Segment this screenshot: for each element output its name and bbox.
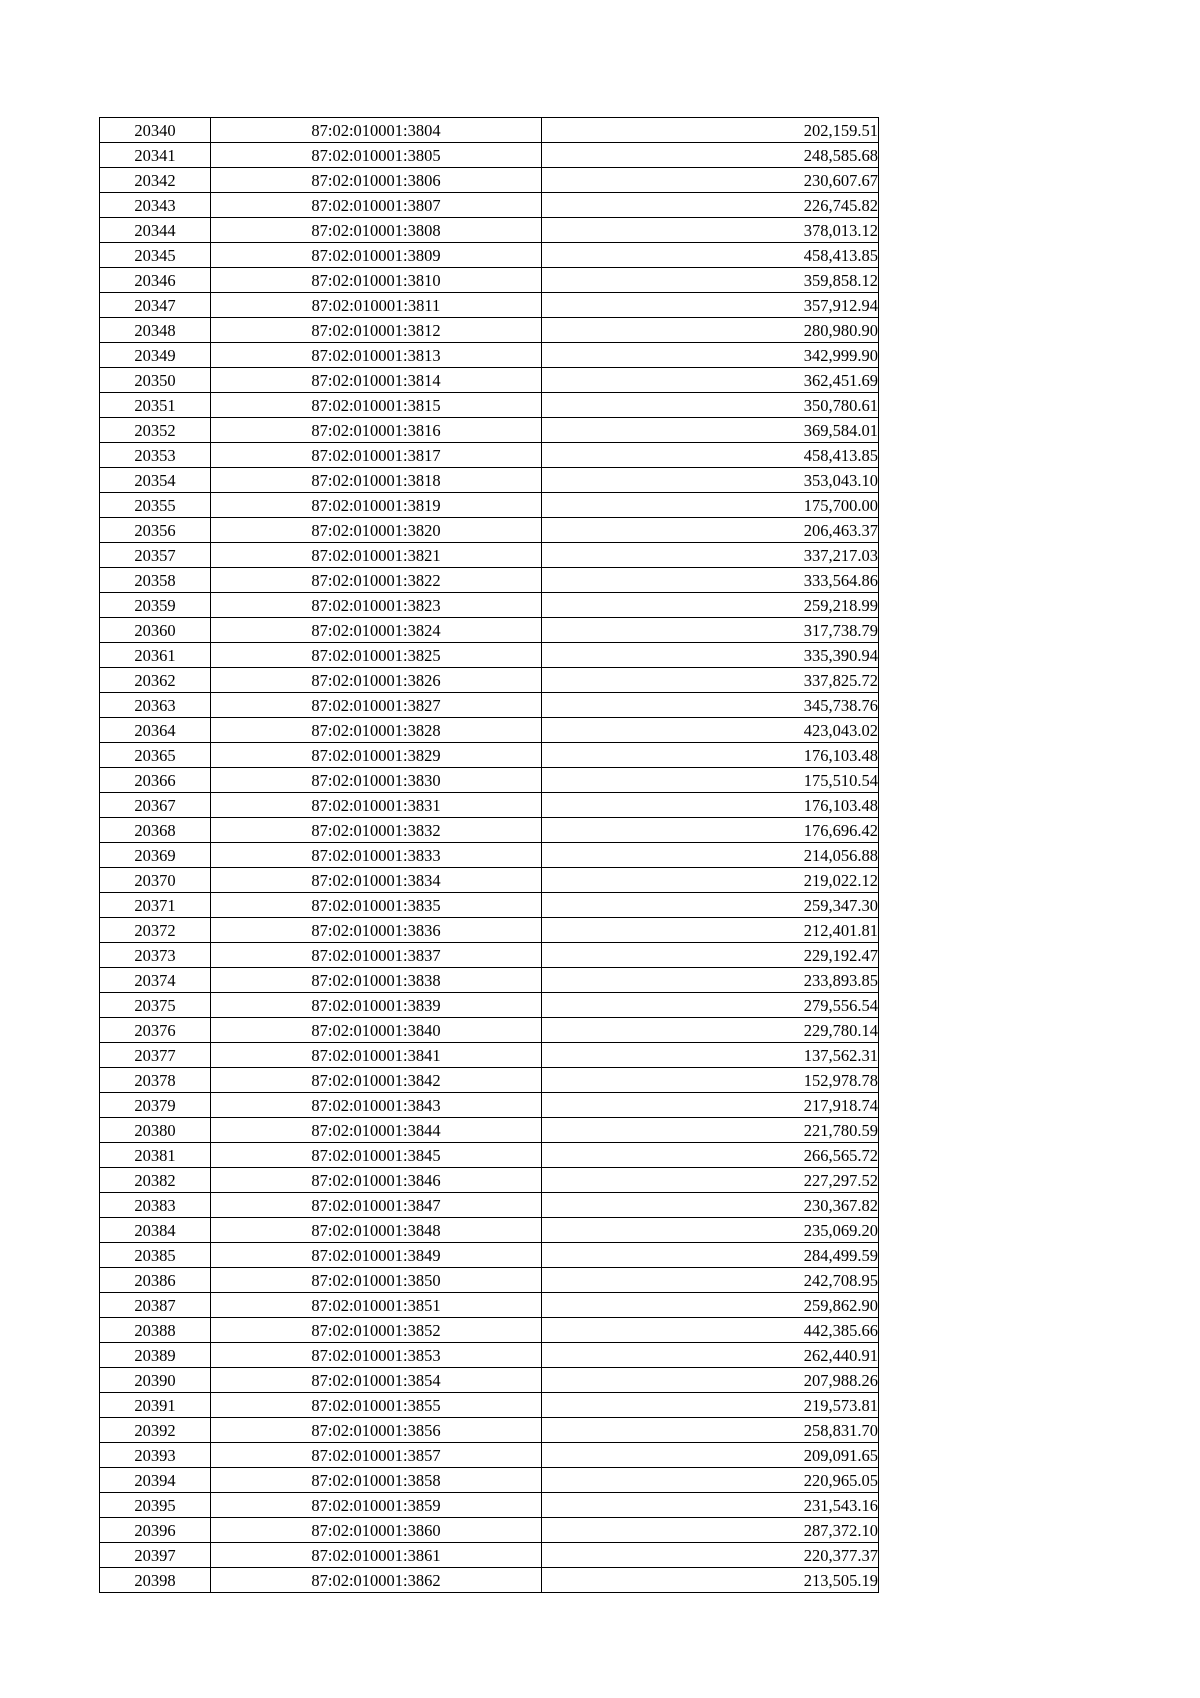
cadastral-number-cell: 87:02:010001:3805 <box>211 143 542 168</box>
value-cell: 175,510.54 <box>542 768 879 793</box>
table-row <box>100 968 879 993</box>
cadastral-number-cell: 87:02:010001:3820 <box>211 518 542 543</box>
table-row <box>100 1218 879 1243</box>
cadastral-number-cell: 87:02:010001:3824 <box>211 618 542 643</box>
value-cell: 206,463.37 <box>542 518 879 543</box>
table-row <box>100 493 879 518</box>
row-number-cell: 20389 <box>100 1343 211 1368</box>
row-number-cell: 20378 <box>100 1068 211 1093</box>
cadastral-number-cell: 87:02:010001:3852 <box>211 1318 542 1343</box>
row-number-cell: 20349 <box>100 343 211 368</box>
table-row <box>100 1318 879 1343</box>
table-row <box>100 518 879 543</box>
cadastral-number-cell: 87:02:010001:3812 <box>211 318 542 343</box>
row-number-cell: 20367 <box>100 793 211 818</box>
value-cell: 229,780.14 <box>542 1018 879 1043</box>
row-number-cell: 20347 <box>100 293 211 318</box>
table-row <box>100 143 879 168</box>
value-cell: 219,022.12 <box>542 868 879 893</box>
table-row <box>100 368 879 393</box>
value-cell: 353,043.10 <box>542 468 879 493</box>
value-cell: 219,573.81 <box>542 1393 879 1418</box>
row-number-cell: 20376 <box>100 1018 211 1043</box>
value-cell: 280,980.90 <box>542 318 879 343</box>
value-cell: 221,780.59 <box>542 1118 879 1143</box>
cadastral-number-cell: 87:02:010001:3808 <box>211 218 542 243</box>
table-row <box>100 443 879 468</box>
value-cell: 229,192.47 <box>542 943 879 968</box>
row-number-cell: 20385 <box>100 1243 211 1268</box>
row-number-cell: 20397 <box>100 1543 211 1568</box>
row-number-cell: 20341 <box>100 143 211 168</box>
row-number-cell: 20361 <box>100 643 211 668</box>
table-row <box>100 1168 879 1193</box>
table-row <box>100 543 879 568</box>
table-row <box>100 568 879 593</box>
row-number-cell: 20363 <box>100 693 211 718</box>
value-cell: 262,440.91 <box>542 1343 879 1368</box>
cadastral-number-cell: 87:02:010001:3861 <box>211 1543 542 1568</box>
value-cell: 230,367.82 <box>542 1193 879 1218</box>
row-number-cell: 20354 <box>100 468 211 493</box>
cadastral-number-cell: 87:02:010001:3860 <box>211 1518 542 1543</box>
table-row <box>100 1418 879 1443</box>
row-number-cell: 20351 <box>100 393 211 418</box>
table-row <box>100 1193 879 1218</box>
value-cell: 176,696.42 <box>542 818 879 843</box>
row-number-cell: 20375 <box>100 993 211 1018</box>
row-number-cell: 20364 <box>100 718 211 743</box>
cadastral-number-cell: 87:02:010001:3828 <box>211 718 542 743</box>
row-number-cell: 20342 <box>100 168 211 193</box>
table-row <box>100 418 879 443</box>
table-row <box>100 1043 879 1068</box>
row-number-cell: 20356 <box>100 518 211 543</box>
table-row <box>100 1093 879 1118</box>
row-number-cell: 20359 <box>100 593 211 618</box>
cadastral-number-cell: 87:02:010001:3817 <box>211 443 542 468</box>
table-row <box>100 1018 879 1043</box>
row-number-cell: 20355 <box>100 493 211 518</box>
cadastral-number-cell: 87:02:010001:3830 <box>211 768 542 793</box>
table-row <box>100 293 879 318</box>
value-cell: 175,700.00 <box>542 493 879 518</box>
table-row <box>100 893 879 918</box>
value-cell: 220,377.37 <box>542 1543 879 1568</box>
cadastral-number-cell: 87:02:010001:3836 <box>211 918 542 943</box>
cadastral-number-cell: 87:02:010001:3814 <box>211 368 542 393</box>
cadastral-number-cell: 87:02:010001:3849 <box>211 1243 542 1268</box>
row-number-cell: 20345 <box>100 243 211 268</box>
value-cell: 317,738.79 <box>542 618 879 643</box>
cadastral-number-cell: 87:02:010001:3804 <box>211 118 542 143</box>
cadastral-number-cell: 87:02:010001:3827 <box>211 693 542 718</box>
value-cell: 220,965.05 <box>542 1468 879 1493</box>
table-row <box>100 468 879 493</box>
value-cell: 137,562.31 <box>542 1043 879 1068</box>
cadastral-number-cell: 87:02:010001:3846 <box>211 1168 542 1193</box>
row-number-cell: 20365 <box>100 743 211 768</box>
row-number-cell: 20398 <box>100 1568 211 1593</box>
table-row <box>100 1393 879 1418</box>
table-row <box>100 343 879 368</box>
cadastral-number-cell: 87:02:010001:3845 <box>211 1143 542 1168</box>
row-number-cell: 20374 <box>100 968 211 993</box>
cadastral-number-cell: 87:02:010001:3835 <box>211 893 542 918</box>
row-number-cell: 20391 <box>100 1393 211 1418</box>
value-cell: 335,390.94 <box>542 643 879 668</box>
row-number-cell: 20392 <box>100 1418 211 1443</box>
row-number-cell: 20387 <box>100 1293 211 1318</box>
cadastral-number-cell: 87:02:010001:3815 <box>211 393 542 418</box>
value-cell: 213,505.19 <box>542 1568 879 1593</box>
table-row <box>100 1493 879 1518</box>
table-row <box>100 1118 879 1143</box>
table-row <box>100 1543 879 1568</box>
table-row <box>100 643 879 668</box>
table-row <box>100 943 879 968</box>
cadastral-number-cell: 87:02:010001:3862 <box>211 1568 542 1593</box>
cadastral-number-cell: 87:02:010001:3858 <box>211 1468 542 1493</box>
value-cell: 359,858.12 <box>542 268 879 293</box>
row-number-cell: 20377 <box>100 1043 211 1068</box>
cadastral-number-cell: 87:02:010001:3811 <box>211 293 542 318</box>
row-number-cell: 20369 <box>100 843 211 868</box>
value-cell: 458,413.85 <box>542 443 879 468</box>
value-cell: 337,825.72 <box>542 668 879 693</box>
cadastral-number-cell: 87:02:010001:3857 <box>211 1443 542 1468</box>
value-cell: 227,297.52 <box>542 1168 879 1193</box>
value-cell: 259,347.30 <box>542 893 879 918</box>
table-row <box>100 1268 879 1293</box>
table-row <box>100 1518 879 1543</box>
table-row <box>100 1243 879 1268</box>
table-row <box>100 818 879 843</box>
value-cell: 423,043.02 <box>542 718 879 743</box>
cadastral-number-cell: 87:02:010001:3834 <box>211 868 542 893</box>
table-row <box>100 268 879 293</box>
cadastral-number-cell: 87:02:010001:3850 <box>211 1268 542 1293</box>
table-row <box>100 393 879 418</box>
cadastral-number-cell: 87:02:010001:3819 <box>211 493 542 518</box>
value-cell: 337,217.03 <box>542 543 879 568</box>
cadastral-value-table <box>99 117 879 1593</box>
cadastral-number-cell: 87:02:010001:3841 <box>211 1043 542 1068</box>
cadastral-number-cell: 87:02:010001:3833 <box>211 843 542 868</box>
row-number-cell: 20383 <box>100 1193 211 1218</box>
cadastral-number-cell: 87:02:010001:3853 <box>211 1343 542 1368</box>
cadastral-number-cell: 87:02:010001:3825 <box>211 643 542 668</box>
value-cell: 214,056.88 <box>542 843 879 868</box>
value-cell: 212,401.81 <box>542 918 879 943</box>
row-number-cell: 20373 <box>100 943 211 968</box>
row-number-cell: 20353 <box>100 443 211 468</box>
row-number-cell: 20366 <box>100 768 211 793</box>
row-number-cell: 20393 <box>100 1443 211 1468</box>
cadastral-number-cell: 87:02:010001:3856 <box>211 1418 542 1443</box>
row-number-cell: 20370 <box>100 868 211 893</box>
cadastral-number-cell: 87:02:010001:3839 <box>211 993 542 1018</box>
row-number-cell: 20348 <box>100 318 211 343</box>
row-number-cell: 20352 <box>100 418 211 443</box>
value-cell: 259,862.90 <box>542 1293 879 1318</box>
cadastral-number-cell: 87:02:010001:3826 <box>211 668 542 693</box>
table-row <box>100 918 879 943</box>
value-cell: 369,584.01 <box>542 418 879 443</box>
row-number-cell: 20362 <box>100 668 211 693</box>
cadastral-number-cell: 87:02:010001:3809 <box>211 243 542 268</box>
row-number-cell: 20346 <box>100 268 211 293</box>
table-row <box>100 693 879 718</box>
cadastral-number-cell: 87:02:010001:3823 <box>211 593 542 618</box>
value-cell: 357,912.94 <box>542 293 879 318</box>
cadastral-number-cell: 87:02:010001:3855 <box>211 1393 542 1418</box>
value-cell: 176,103.48 <box>542 793 879 818</box>
table-row <box>100 618 879 643</box>
table-row <box>100 668 879 693</box>
value-cell: 209,091.65 <box>542 1443 879 1468</box>
row-number-cell: 20395 <box>100 1493 211 1518</box>
table-row <box>100 243 879 268</box>
cadastral-number-cell: 87:02:010001:3854 <box>211 1368 542 1393</box>
table-body <box>100 118 879 1593</box>
table-row <box>100 868 879 893</box>
cadastral-number-cell: 87:02:010001:3813 <box>211 343 542 368</box>
row-number-cell: 20358 <box>100 568 211 593</box>
value-cell: 458,413.85 <box>542 243 879 268</box>
row-number-cell: 20357 <box>100 543 211 568</box>
value-cell: 152,978.78 <box>542 1068 879 1093</box>
row-number-cell: 20386 <box>100 1268 211 1293</box>
table-row <box>100 993 879 1018</box>
table-row <box>100 1468 879 1493</box>
cadastral-number-cell: 87:02:010001:3829 <box>211 743 542 768</box>
cadastral-number-cell: 87:02:010001:3807 <box>211 193 542 218</box>
cadastral-number-cell: 87:02:010001:3843 <box>211 1093 542 1118</box>
table-row <box>100 718 879 743</box>
value-cell: 258,831.70 <box>542 1418 879 1443</box>
table-row <box>100 1143 879 1168</box>
value-cell: 279,556.54 <box>542 993 879 1018</box>
row-number-cell: 20340 <box>100 118 211 143</box>
row-number-cell: 20390 <box>100 1368 211 1393</box>
table-row <box>100 318 879 343</box>
table-row <box>100 1368 879 1393</box>
table-row <box>100 743 879 768</box>
cadastral-number-cell: 87:02:010001:3848 <box>211 1218 542 1243</box>
value-cell: 362,451.69 <box>542 368 879 393</box>
value-cell: 176,103.48 <box>542 743 879 768</box>
value-cell: 342,999.90 <box>542 343 879 368</box>
cadastral-number-cell: 87:02:010001:3821 <box>211 543 542 568</box>
value-cell: 284,499.59 <box>542 1243 879 1268</box>
row-number-cell: 20368 <box>100 818 211 843</box>
cadastral-number-cell: 87:02:010001:3842 <box>211 1068 542 1093</box>
row-number-cell: 20384 <box>100 1218 211 1243</box>
cadastral-number-cell: 87:02:010001:3844 <box>211 1118 542 1143</box>
row-number-cell: 20343 <box>100 193 211 218</box>
row-number-cell: 20372 <box>100 918 211 943</box>
cadastral-number-cell: 87:02:010001:3859 <box>211 1493 542 1518</box>
value-cell: 202,159.51 <box>542 118 879 143</box>
row-number-cell: 20381 <box>100 1143 211 1168</box>
cadastral-number-cell: 87:02:010001:3840 <box>211 1018 542 1043</box>
row-number-cell: 20350 <box>100 368 211 393</box>
row-number-cell: 20379 <box>100 1093 211 1118</box>
cadastral-number-cell: 87:02:010001:3818 <box>211 468 542 493</box>
table-row <box>100 843 879 868</box>
table-row <box>100 1293 879 1318</box>
value-cell: 231,543.16 <box>542 1493 879 1518</box>
row-number-cell: 20344 <box>100 218 211 243</box>
value-cell: 287,372.10 <box>542 1518 879 1543</box>
value-cell: 207,988.26 <box>542 1368 879 1393</box>
value-cell: 442,385.66 <box>542 1318 879 1343</box>
value-cell: 350,780.61 <box>542 393 879 418</box>
row-number-cell: 20394 <box>100 1468 211 1493</box>
cadastral-number-cell: 87:02:010001:3831 <box>211 793 542 818</box>
value-cell: 248,585.68 <box>542 143 879 168</box>
cadastral-number-cell: 87:02:010001:3847 <box>211 1193 542 1218</box>
value-cell: 235,069.20 <box>542 1218 879 1243</box>
cadastral-number-cell: 87:02:010001:3806 <box>211 168 542 193</box>
cadastral-number-cell: 87:02:010001:3838 <box>211 968 542 993</box>
row-number-cell: 20380 <box>100 1118 211 1143</box>
row-number-cell: 20371 <box>100 893 211 918</box>
table-row <box>100 1343 879 1368</box>
value-cell: 233,893.85 <box>542 968 879 993</box>
value-cell: 266,565.72 <box>542 1143 879 1168</box>
cadastral-number-cell: 87:02:010001:3822 <box>211 568 542 593</box>
row-number-cell: 20388 <box>100 1318 211 1343</box>
table-row <box>100 168 879 193</box>
table-row <box>100 1443 879 1468</box>
value-cell: 230,607.67 <box>542 168 879 193</box>
table-row <box>100 768 879 793</box>
cadastral-number-cell: 87:02:010001:3837 <box>211 943 542 968</box>
value-cell: 345,738.76 <box>542 693 879 718</box>
table-row <box>100 193 879 218</box>
row-number-cell: 20360 <box>100 618 211 643</box>
cadastral-number-cell: 87:02:010001:3851 <box>211 1293 542 1318</box>
value-cell: 333,564.86 <box>542 568 879 593</box>
row-number-cell: 20382 <box>100 1168 211 1193</box>
table-row <box>100 1068 879 1093</box>
cadastral-number-cell: 87:02:010001:3832 <box>211 818 542 843</box>
row-number-cell: 20396 <box>100 1518 211 1543</box>
value-cell: 242,708.95 <box>542 1268 879 1293</box>
table-row <box>100 793 879 818</box>
table-row <box>100 218 879 243</box>
table-row <box>100 1568 879 1593</box>
table-row <box>100 593 879 618</box>
value-cell: 217,918.74 <box>542 1093 879 1118</box>
table-row <box>100 118 879 143</box>
value-cell: 226,745.82 <box>542 193 879 218</box>
value-cell: 378,013.12 <box>542 218 879 243</box>
cadastral-number-cell: 87:02:010001:3816 <box>211 418 542 443</box>
value-cell: 259,218.99 <box>542 593 879 618</box>
cadastral-number-cell: 87:02:010001:3810 <box>211 268 542 293</box>
